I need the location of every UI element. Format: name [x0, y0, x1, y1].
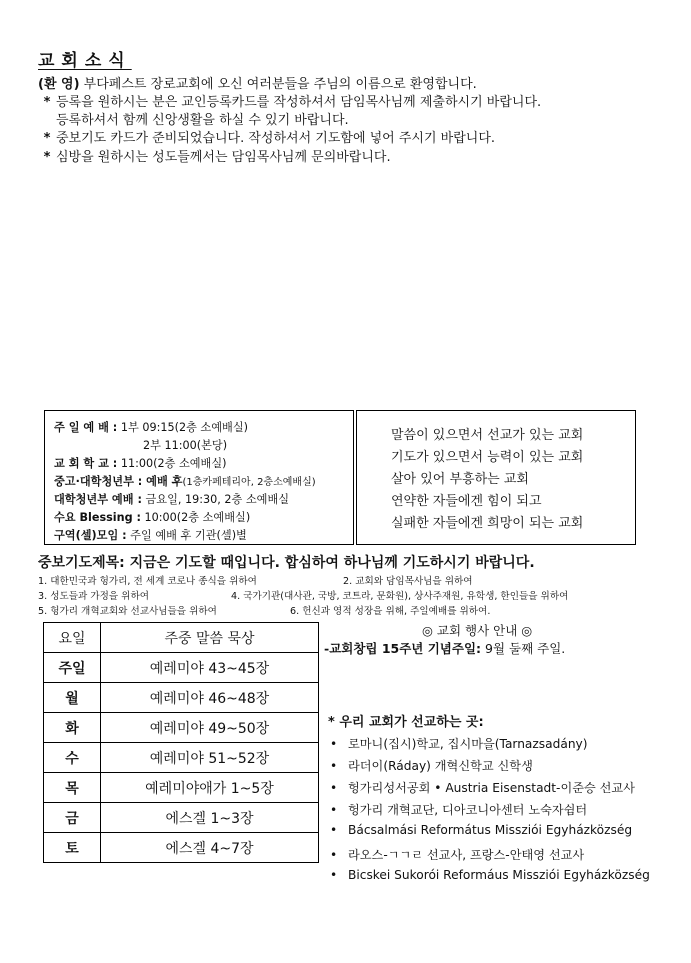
news-text: 등록하셔서 함께 신앙생활을 하실 수 있기 바랍니다. — [56, 113, 349, 128]
mission-bullet: • — [330, 823, 338, 837]
events-item — [324, 639, 565, 657]
news-item — [38, 146, 391, 165]
news-item — [38, 127, 495, 146]
mission-text: 라오스-ㄱㄱㄹ 선교사, 프랑스-안태영 선교사 — [348, 848, 585, 862]
prayer-item: 1. 대한민국과 헝가리, 전 세계 코로나 종식을 위하여 — [38, 576, 257, 587]
service-value: 11:00(2층 소예배실) — [120, 457, 227, 470]
motto-line: 기도가 있으면서 능력이 있는 교회 — [391, 450, 584, 465]
reading-day: 화 — [44, 713, 101, 743]
service-value: 주일 예배 후 기관(셀)별 — [130, 529, 247, 542]
events-value: 9월 둘째 주일. — [485, 641, 566, 656]
table-header-row — [44, 623, 319, 653]
service-label: 구역(셀)모임 : — [54, 529, 127, 542]
table-row — [44, 653, 319, 683]
news-item — [38, 109, 349, 128]
mission-text: 라더이(Ráday) 개혁신학교 신학생 — [348, 759, 533, 773]
news-bullet: * — [43, 95, 51, 110]
prayer-item: 3. 성도들과 가정을 위하여 — [38, 591, 149, 602]
motto-line: 연약한 자들에겐 힘이 되고 — [391, 494, 542, 509]
service-value: 금요일, 19:30, 2층 소예배실 — [145, 493, 290, 506]
news-text: 중보기도 카드가 준비되었습니다. 작성하셔서 기도함에 넣어 주시기 바랍니다. — [56, 131, 496, 146]
mission-text: Bácsalmási Református Missziói Egyházközség — [348, 823, 633, 837]
list-item — [330, 823, 632, 837]
news-item — [38, 91, 541, 110]
reading-text: 에스겔 4~7장 — [101, 833, 319, 863]
reading-day: 금 — [44, 803, 101, 833]
service-line — [54, 491, 289, 507]
reading-text: 예레미야 46~48장 — [101, 683, 319, 713]
service-label: 수요 Blessing : — [54, 511, 141, 524]
prayer-item: 5. 헝가리 개혁교회와 선교사님들을 위하여 — [38, 606, 217, 617]
service-value: 2부 11:00(본당) — [143, 439, 228, 452]
reading-day: 목 — [44, 773, 101, 803]
table-row — [44, 803, 319, 833]
mission-bullet: • — [330, 868, 338, 882]
list-item — [330, 846, 584, 863]
service-times-box — [44, 410, 354, 545]
table-header: 요일 — [44, 623, 101, 653]
reading-text: 예레미야애가 1~5장 — [101, 773, 319, 803]
reading-text: 예레미야 43~45장 — [101, 653, 319, 683]
reading-day: 월 — [44, 683, 101, 713]
reading-text: 예레미야 49~50장 — [101, 713, 319, 743]
events-label: -교회창립 15주년 기념주일: — [324, 641, 482, 656]
list-item — [330, 801, 587, 818]
service-line — [54, 455, 227, 471]
events-title: ◎ 교회 행사 안내 ◎ — [422, 623, 533, 638]
table-row — [44, 773, 319, 803]
list-item — [330, 868, 650, 882]
service-line — [54, 527, 247, 543]
service-label: 중고·대학청년부 : 예배 후 — [54, 475, 183, 488]
reading-table — [43, 622, 319, 863]
motto-line: 살아 있어 부흥하는 교회 — [391, 472, 529, 487]
reading-text: 예레미야 51~52장 — [101, 743, 319, 773]
table-row — [44, 833, 319, 863]
mission-bullet: • — [330, 781, 338, 795]
service-label: 교 회 학 교 : — [54, 457, 118, 470]
welcome-text: 부다페스트 장로교회에 오신 여러분들을 주님의 이름으로 환영합니다. — [83, 77, 477, 92]
service-value: 1부 09:15(2층 소예배실) — [120, 421, 249, 434]
service-line — [54, 509, 250, 525]
mission-text: 헝가리성서공회 • Austria Eisenstadt-이준승 선교사 — [348, 781, 635, 795]
service-line — [54, 419, 248, 435]
news-text: 심방을 원하시는 성도들께서는 담임목사님께 문의바랍니다. — [56, 150, 391, 165]
table-row — [44, 683, 319, 713]
news-title: 교회소식 — [38, 51, 132, 71]
prayer-item: 4. 국가기관(대사관, 국방, 코트라, 문화원), 상사주재원, 유학생, 한인들을 위하여 — [231, 591, 569, 602]
motto-box — [356, 410, 636, 545]
table-header: 주중 말씀 묵상 — [101, 623, 319, 653]
list-item — [330, 779, 635, 796]
list-item — [330, 757, 533, 774]
list-item — [330, 735, 588, 752]
motto-line: 실패한 자들에겐 희망이 되는 교회 — [391, 516, 584, 531]
reading-day: 주일 — [44, 653, 101, 683]
reading-day: 토 — [44, 833, 101, 863]
welcome-line — [38, 73, 477, 92]
mission-bullet: • — [330, 803, 338, 817]
news-text: 등록을 원하시는 분은 교인등록카드를 작성하셔서 담임목사님께 제출하시기 바랍니다. — [56, 95, 542, 110]
service-value: (1층카페테리아, 2층소예배실) — [182, 477, 316, 488]
prayer-item: 2. 교회와 담임목사님을 위하여 — [343, 576, 473, 587]
missions-title: * 우리 교회가 선교하는 곳: — [328, 715, 484, 730]
prayer-title: 중보기도제목: 지금은 기도할 때입니다. 합심하여 하나님께 기도하시기 바랍니다. — [38, 555, 535, 571]
reading-text: 에스겔 1~3장 — [101, 803, 319, 833]
mission-bullet: • — [330, 848, 338, 862]
mission-text: 로마니(집시)학교, 집시마을(Tarnazsadány) — [348, 737, 588, 751]
service-label: 대학청년부 예배 : — [54, 493, 142, 506]
mission-text: 헝가리 개혁교단, 디아코니아센터 노숙자쉼터 — [348, 803, 588, 817]
service-value: 10:00(2층 소예배실) — [144, 511, 251, 524]
mission-bullet: • — [330, 759, 338, 773]
reading-day: 수 — [44, 743, 101, 773]
motto-line: 말씀이 있으면서 선교가 있는 교회 — [391, 428, 584, 443]
service-line — [143, 437, 227, 453]
prayer-item: 6. 헌신과 영적 성장을 위해, 주일예배를 위하여. — [290, 606, 491, 617]
news-bullet: * — [43, 131, 51, 146]
mission-bullet: • — [330, 737, 338, 751]
table-row — [44, 713, 319, 743]
service-label: 주 일 예 배 : — [54, 421, 118, 434]
service-line — [54, 473, 316, 489]
table-row — [44, 743, 319, 773]
mission-text: Bicskei Sukorói Reformáus Missziói Egyházközség — [348, 868, 650, 882]
news-bullet: * — [43, 150, 51, 165]
welcome-label: (환 영) — [38, 77, 80, 92]
